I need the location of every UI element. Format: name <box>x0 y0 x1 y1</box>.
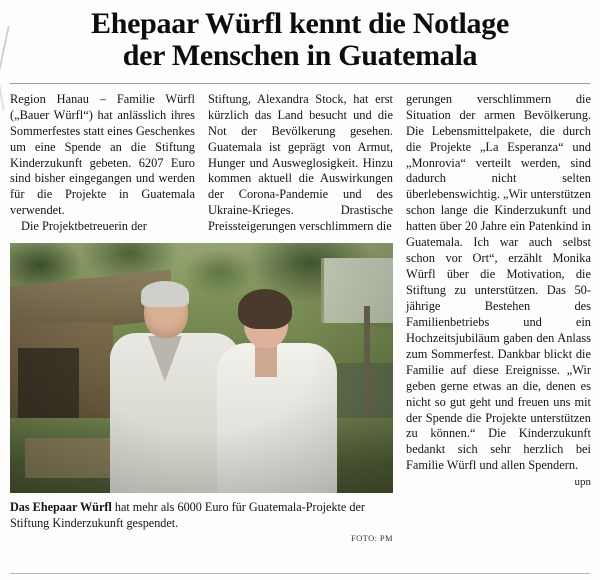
caption-text: hat mehr als 6000 Euro für Guatemala-Projekte der Stiftung Kinderzukunft gespendet. <box>10 500 365 530</box>
caption-lead: Das Ehepaar Würfl <box>10 500 112 515</box>
footer-divider <box>10 573 590 574</box>
article-left-columns <box>10 92 393 235</box>
paragraph-3: Stiftung, Alexandra Stock, hat erst kürzlich das Land besucht und die Not der Bevölkerung gesehen. Guatemala ist geprägt von Armut, Hunger und Ausweglosigkeit. Hinzu kommen aktuell die Auswirkungen der Corona-Pandemie und des Ukraine-Krieges. Drastische Preissteigerungen verschlimmern die <box>208 91 393 234</box>
article-photo <box>10 243 393 493</box>
headline-line-1: Ehepaar Würfl kennt die Notlage <box>91 7 509 40</box>
article-left-block <box>10 92 393 543</box>
article-byline: upn <box>574 476 591 489</box>
photo-vignette <box>10 243 393 493</box>
article-headline <box>24 8 576 73</box>
paragraph-1: Region Hanau – Familie Würfl („Bauer Würfl“) hat anlässlich ihres Sommerfestes statt eines Geschenkes um eine Spende an die Stiftung Kinderzukunft gebeten. 6207 Euro sind bisher eingegangen und werden für die Projekte in Guatemala verwendet. <box>10 91 195 218</box>
photo-caption <box>10 500 393 531</box>
paragraph-2: Die Projektbetreuerin der <box>21 219 147 234</box>
headline-divider <box>10 83 590 84</box>
photo-canvas <box>10 243 393 493</box>
column-2 <box>208 92 393 235</box>
paragraph-4: gerungen verschlimmern die Situation der armen Bevölkerung. Die Lebensmittelpakete, die durch die Projekte „La Esperanza“ und „Monrovia“ verteilt werden, sind dadurch nicht selten überlebenswichtig. „Wir unterstützen schon lange die Kinderzukunft und hatten über 20 Jahre ein Patenkind in Guatemala. Ich war auch selbst schon vor Ort“, erzählt Monika Würfl über die Motivation, die Stiftung zu unterstützen. Das 50-jährige Bestehen des Familienbetriebs und ein Hochzeitsjubiläum gaben den Anlass zum Sommerfest. Dankbar blickt die Familie auf diese Ereignisse. „Wir geben gerne etwas an die, denen es nicht so gut geht und freuen uns mit der Spende die Projekte unterstützen zu können.“ Die Kinderzukunft bedankt sich sehr herzlich bei Familie Würfl und allen Spendern. <box>406 91 591 473</box>
column-3 <box>406 92 591 489</box>
scan-artifact-line <box>0 26 26 80</box>
column-1 <box>10 92 195 235</box>
article-columns <box>10 92 590 543</box>
headline-line-2: der Menschen in Guatemala <box>122 39 478 73</box>
photo-credit: FOTO: PM <box>350 533 393 544</box>
